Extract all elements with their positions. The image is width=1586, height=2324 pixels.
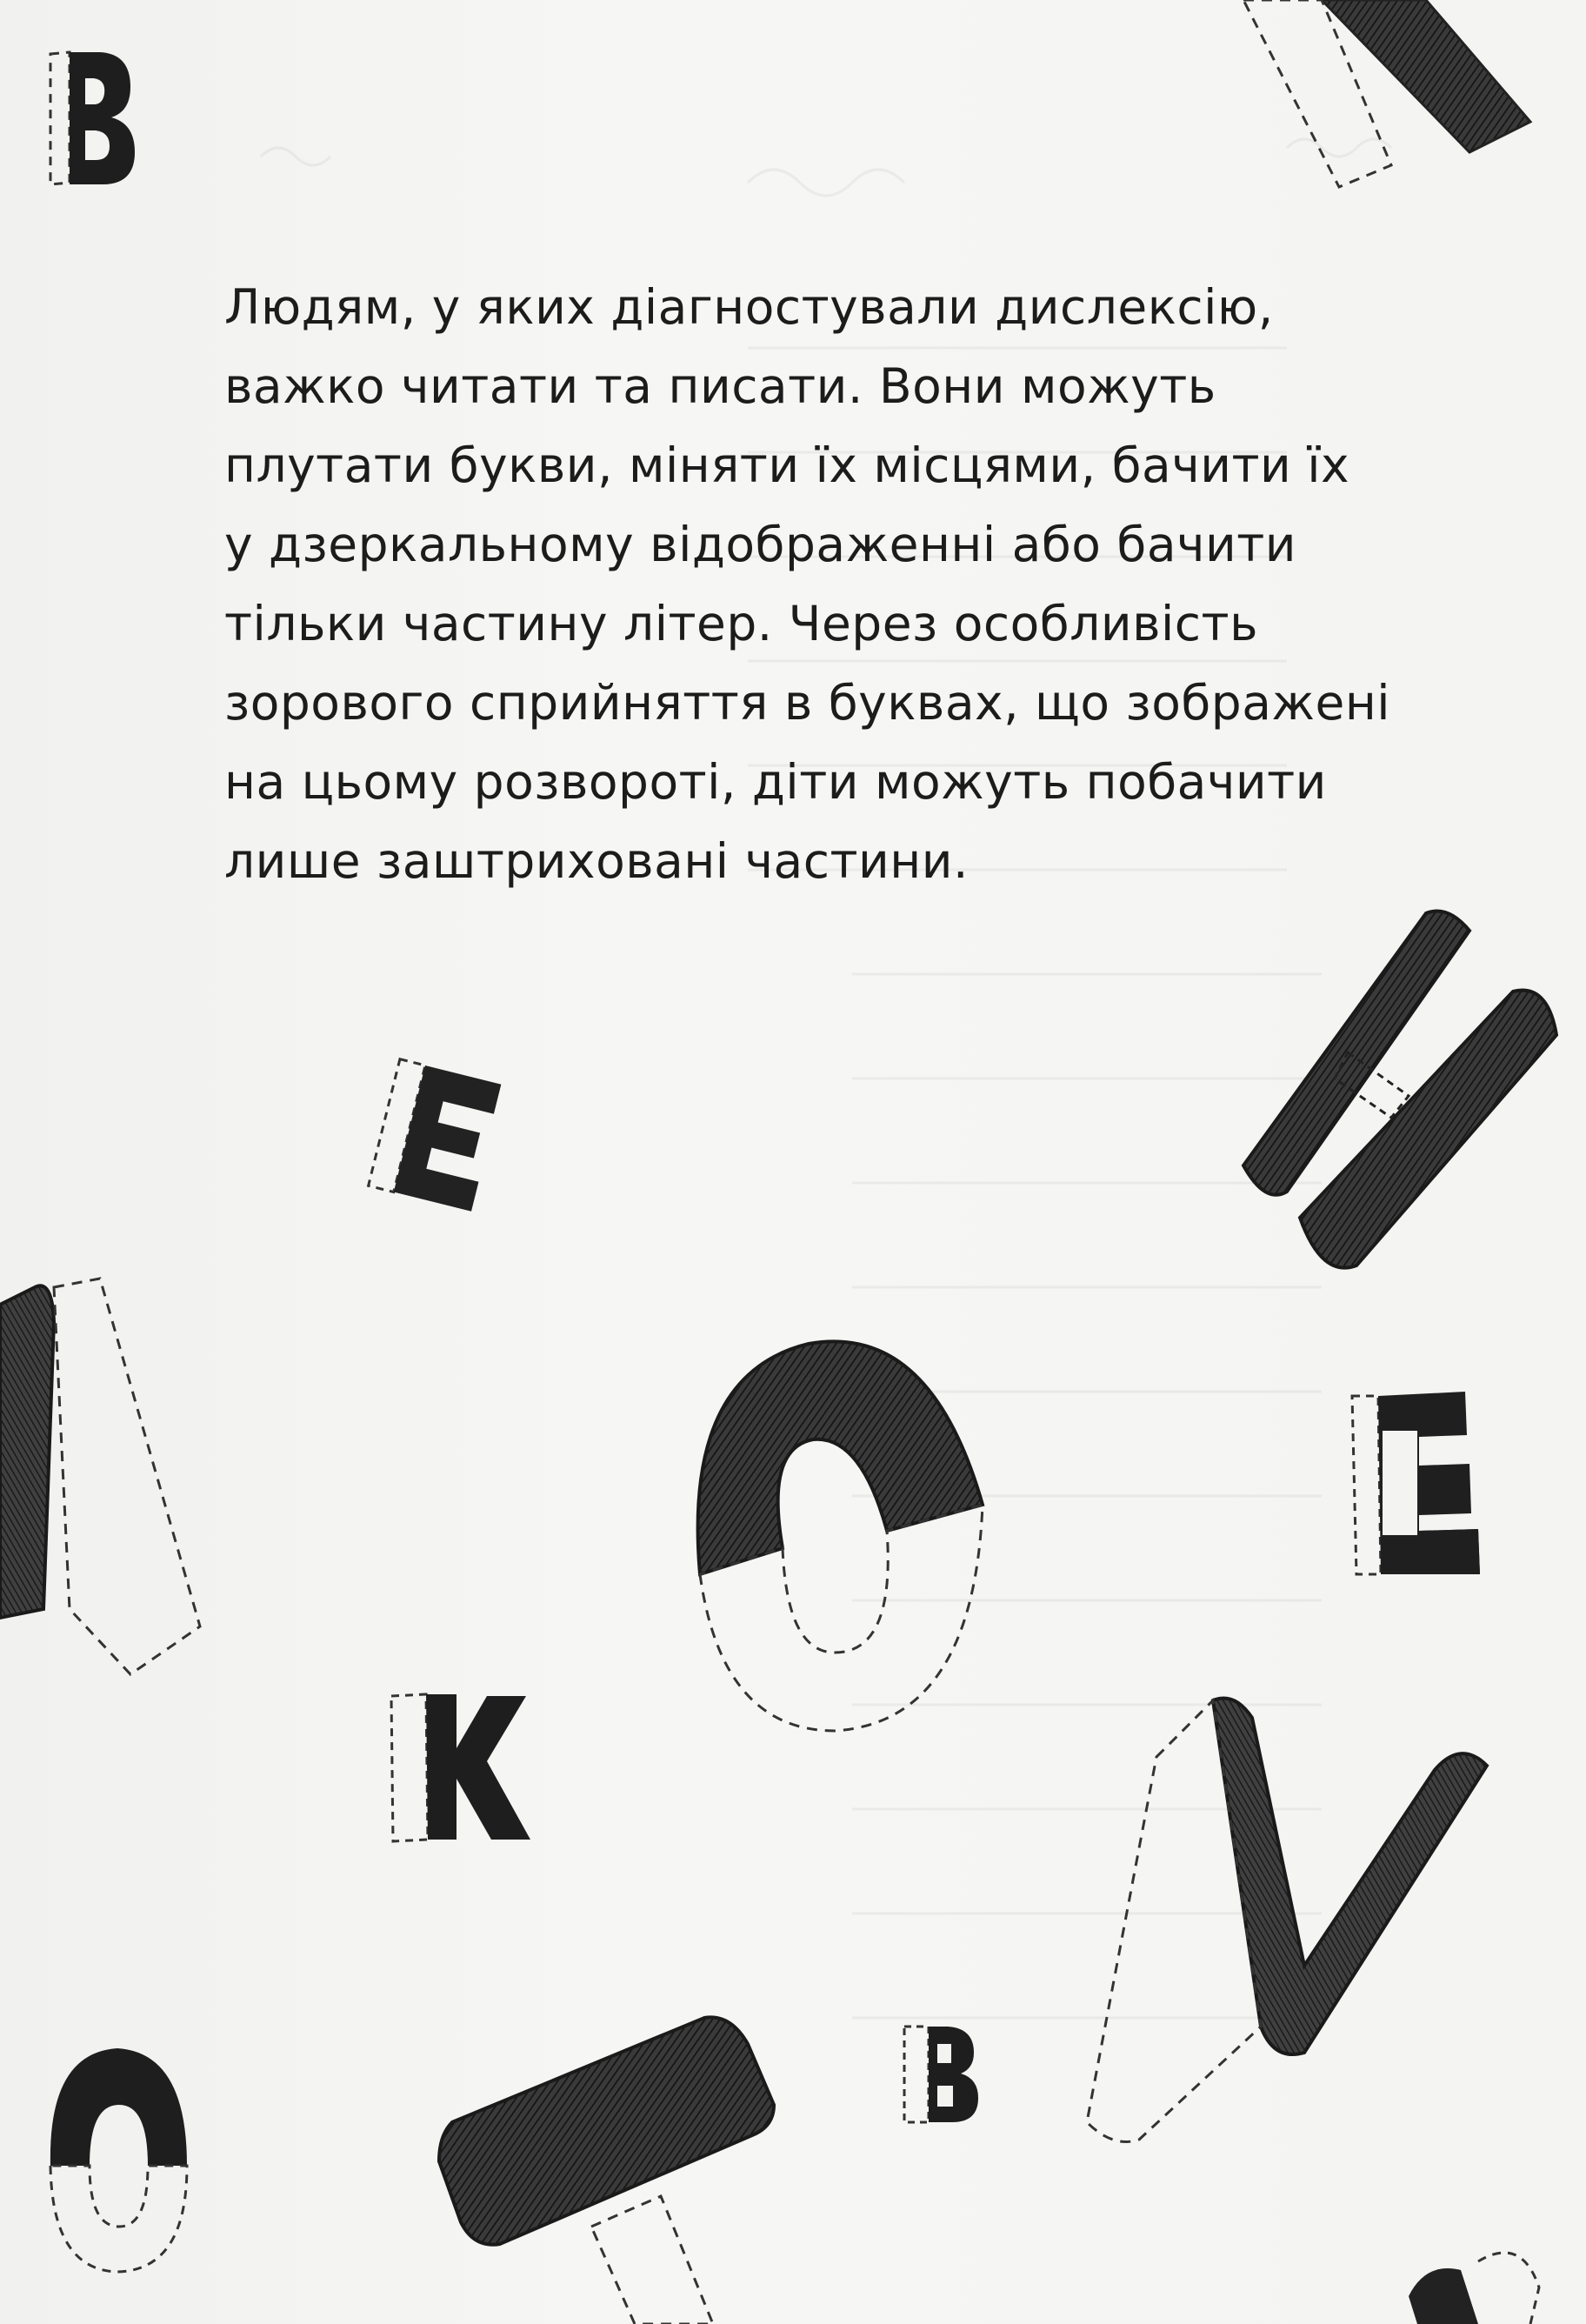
letter-fragment-left-edge <box>0 1279 200 1674</box>
body-line: зорового сприйняття в буквах, що зображені <box>224 675 1391 731</box>
body-line: плутати букви, міняти їх місцями, бачити їх <box>224 437 1350 493</box>
letter-fragment-top-right <box>1243 0 1530 187</box>
body-line: у дзеркальному відображенні або бачити <box>224 517 1297 572</box>
letter-e-small <box>369 1059 503 1212</box>
body-line: Людям, у яких діагностували дислексію, <box>224 279 1274 335</box>
body-line: важко читати та писати. Вони можуть <box>224 358 1216 414</box>
letter-o-large <box>698 1341 983 1731</box>
letter-o-bottom-left <box>50 2048 187 2272</box>
body-line: на цьому розвороті, діти можуть побачити <box>224 754 1327 810</box>
letter-e-right <box>1352 1392 1480 1574</box>
letter-t-fragment-bottom <box>439 2017 774 2324</box>
letter-n-large <box>1243 912 1556 1268</box>
letter-fragment-bottom-right <box>1409 2253 1539 2324</box>
letter-v-top-left <box>50 52 135 184</box>
body-line: лише заштриховані частини. <box>224 833 969 889</box>
body-paragraph <box>224 268 1424 901</box>
letter-k <box>391 1694 530 1841</box>
letter-v-small-bottom <box>904 2027 978 2122</box>
body-line: тільки частину літер. Через особливість <box>224 596 1259 651</box>
letter-v-shaped-large <box>1087 1699 1487 2142</box>
